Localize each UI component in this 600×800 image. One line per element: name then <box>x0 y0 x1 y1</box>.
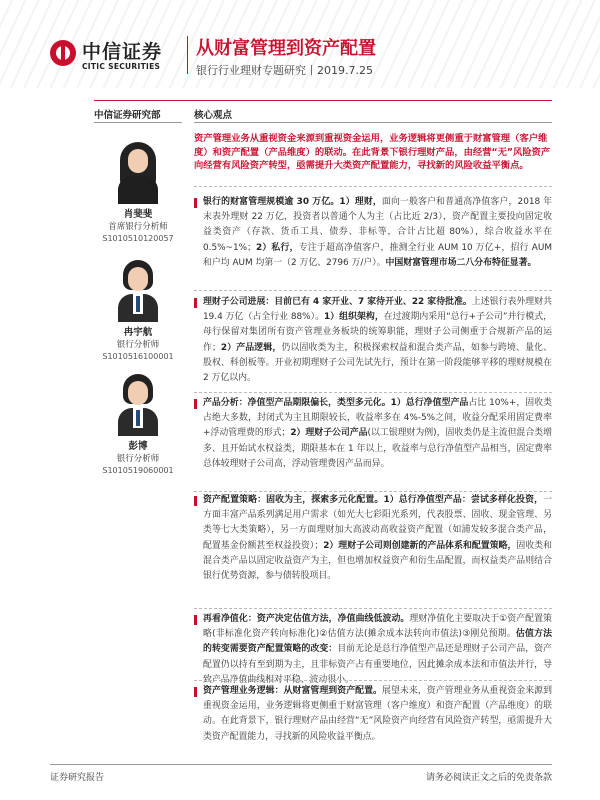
section-divider <box>194 608 552 609</box>
analyst-title: 银行分析师 <box>116 454 160 464</box>
paragraph-emphasis: 2）私行， <box>255 242 299 253</box>
paragraph-lead: 银行的财富管理规模逾 30 万亿。 <box>203 197 340 207</box>
analysis-paragraph <box>194 684 552 745</box>
paragraph-body: 仍以固收类为主，积极探索权益和混合类产品，如参与跨境、量化、股权、科创板等。开业初期理财子公司先试先行，预计在第一阶段能够平移的理财规模在 2 万亿以内。 <box>203 342 552 384</box>
analysis-paragraph <box>194 195 552 271</box>
paragraph-emphasis: 1）理财， <box>339 197 382 207</box>
paragraph-text <box>194 396 552 472</box>
brand-name-en: CITIC SECURITIES <box>82 62 161 71</box>
analyst-name: 冉宇航 <box>123 327 153 338</box>
report-subtitle: 银行行业理财专题研究丨2019.7.25 <box>196 64 373 77</box>
paragraph-body: 一方面丰富产品系列满足用户需求（如光大七彩阳光系列，代表股票、固收、现金管理、另类等七大类策略），另一方面理财加大高波动高收益资产配置（如浦发较多混合类产品，配置基金份额甚至权益投资）； <box>203 495 552 551</box>
paragraph-body: 占比 10%+，固收类占绝大多数，封闭式为主且期限较长，收益率多在 4%-5%之间，收益分配采用固定费率+浮动管理费的形式； <box>203 398 552 439</box>
citic-logo-icon <box>50 40 76 66</box>
paragraph-lead: 再看净值化：资产决定估值方法，净值曲线低波动。 <box>203 614 410 624</box>
footer-disclaimer-text: 请务必阅读正文之后的免责条款 <box>425 773 552 783</box>
paragraph-emphasis: 1）总行净值型产品：尝试多样化投资， <box>383 495 544 505</box>
section-divider <box>194 186 552 187</box>
analyst-id: S1010519060001 <box>102 466 174 475</box>
paragraph-lead: 资产管理业务逻辑：从财富管理到资产配置。 <box>203 686 383 696</box>
paragraph-lead: 资产配置策略：固收为主，探索多元化配置。 <box>203 495 384 505</box>
paragraph-text <box>194 493 552 584</box>
paragraph-lead: 理财子公司进展：目前已有 4 家开业、7 家待开业、22 家待批准。 <box>203 297 472 307</box>
analyst-card <box>94 258 182 362</box>
analyst-id: S1010516100001 <box>102 352 174 361</box>
paragraph-emphasis: 2）产品逻辑， <box>220 342 282 353</box>
report-header <box>0 0 600 88</box>
section-divider <box>194 392 552 393</box>
paragraph-marker <box>194 687 197 697</box>
paragraph-emphasis: 估值方法的转变需要资产配置策略的改变： <box>203 629 553 655</box>
paragraph-body: 上述银行表外理财共 19.4 万亿（占全行业 88%）。 <box>203 297 552 323</box>
core-view-summary: 资产管理业务从重视资金来源到重视资金运用，业务逻辑将更侧重于财富管理（客户维度）和资产配置（产品维度）的联动。在此背景下银行理财产品，由经营“无”风险资产向经营有风险资产转型，亟需提升大类资产配置能力，寻找新的风险收益平衡点。 <box>194 133 551 171</box>
section-divider <box>194 491 552 492</box>
brand-name-cn: 中信证券 <box>82 41 163 63</box>
footer-left-text: 证券研究报告 <box>50 773 105 783</box>
analyst-photo <box>115 372 161 436</box>
paragraph-emphasis: 2）理财子公司产品 <box>290 428 368 439</box>
paragraph-body: 专注于超高净值客户，推测全行业 AUM 10 万亿+，招行 AUM 和户均 AUM 均第一（2 万亿、2796 万/户）。 <box>203 242 552 268</box>
paragraph-body: 目前无论是总行净值型产品还是理财子公司产品，资产配置仍以持有至到期为主，且非标资产占有重要地位，因此摊余成本法和市值法并行，导致产品净值曲线相对平稳、波动很小。 <box>203 644 553 685</box>
paragraph-marker <box>194 298 197 308</box>
paragraph-lead: 产品分析：净值型产品期限偏长，类型多元化。 <box>203 398 391 408</box>
analyst-name: 肖斐斐 <box>123 209 153 220</box>
left-rule <box>94 122 182 123</box>
paragraph-text <box>194 684 552 745</box>
paragraph-body: (以工银理财为例)，固收类仍是主流但混合类增多、且开始试水权益类，期限基本在 1 年以上，收益率与总行净值型产品相当，固定费率总体较理财子公司高，浮动管理费因产品而异。 <box>203 428 552 469</box>
analysis-paragraph <box>194 612 552 688</box>
section-divider <box>194 290 552 291</box>
analyst-card <box>94 372 182 476</box>
paragraph-emphasis: 1）组织架构， <box>324 312 384 323</box>
paragraph-body: 固收类和混合类产品以固定收益资产为主，但也增加权益资产和衍生品配置，而权益类产品则结合银行优势资源，参与债转股项目。 <box>203 540 552 582</box>
right-rule <box>194 122 552 123</box>
footer-rule <box>50 764 552 765</box>
analyst-title: 银行分析师 <box>116 340 160 350</box>
paragraph-marker <box>194 198 197 208</box>
paragraph-emphasis: 1）总行净值型产品 <box>390 398 469 408</box>
paragraph-emphasis: 中国财富管理市场二八分布特征显著。 <box>385 257 537 268</box>
analyst-card <box>94 140 182 244</box>
paragraph-body: 面向一般客户和普通高净值客户，2018 年末表外理财 22 万亿，投资者以普通个人为主（占比近 2/3），资产配置主要投向固定收益类资产（存款、货币工具、债券、非标等，合计占比超 80%），综合收益水平在 0.5%~1%； <box>203 197 552 253</box>
paragraph-body: 在过渡期内采用“总行+子公司”并行模式，母行保留对集团所有资产管理业务板块的统筹职能，理财子公司侧重于合规新产品的运作； <box>203 312 552 353</box>
section-divider <box>194 680 552 681</box>
analysis-paragraph <box>194 295 552 386</box>
analyst-id: S1010510120057 <box>102 234 174 243</box>
paragraph-body: 展望未来，资产管理业务从重视资金来源到重视资金运用，业务逻辑将更侧重于财富管理（客户维度）和资产配置（产品维度）的联动。在此背景下，银行理财产品由经营“无”风险资产向经营有风险资产转型，亟需提升大类资产配置能力，寻找新的风险收益平衡点。 <box>203 686 553 742</box>
top-rule <box>94 100 552 101</box>
paragraph-text <box>194 612 552 688</box>
analysis-paragraph <box>194 493 552 584</box>
paragraph-marker <box>194 399 197 409</box>
analyst-title: 首席银行分析师 <box>108 222 168 232</box>
paragraph-text <box>194 195 552 271</box>
analyst-photo <box>115 258 161 322</box>
header-divider <box>187 36 188 74</box>
analysis-paragraph <box>194 396 552 472</box>
report-title: 从财富管理到资产配置 <box>196 38 376 59</box>
paragraph-marker <box>194 496 197 506</box>
paragraph-emphasis: 2）理财子公司则创建新的产品体系和配置策略， <box>323 540 517 551</box>
analyst-name: 彭博 <box>128 441 148 452</box>
core-view-label: 核心观点 <box>194 110 233 121</box>
analyst-photo <box>115 140 161 204</box>
paragraph-text <box>194 295 552 386</box>
paragraph-body: 理财净值化主要取决于①资产配置策略(非标准化资产转向标准化)②估值方法(摊余成本法转向市值法)③刚兑预期。 <box>203 614 552 640</box>
paragraph-marker <box>194 615 197 625</box>
department-label: 中信证券研究部 <box>94 110 161 121</box>
